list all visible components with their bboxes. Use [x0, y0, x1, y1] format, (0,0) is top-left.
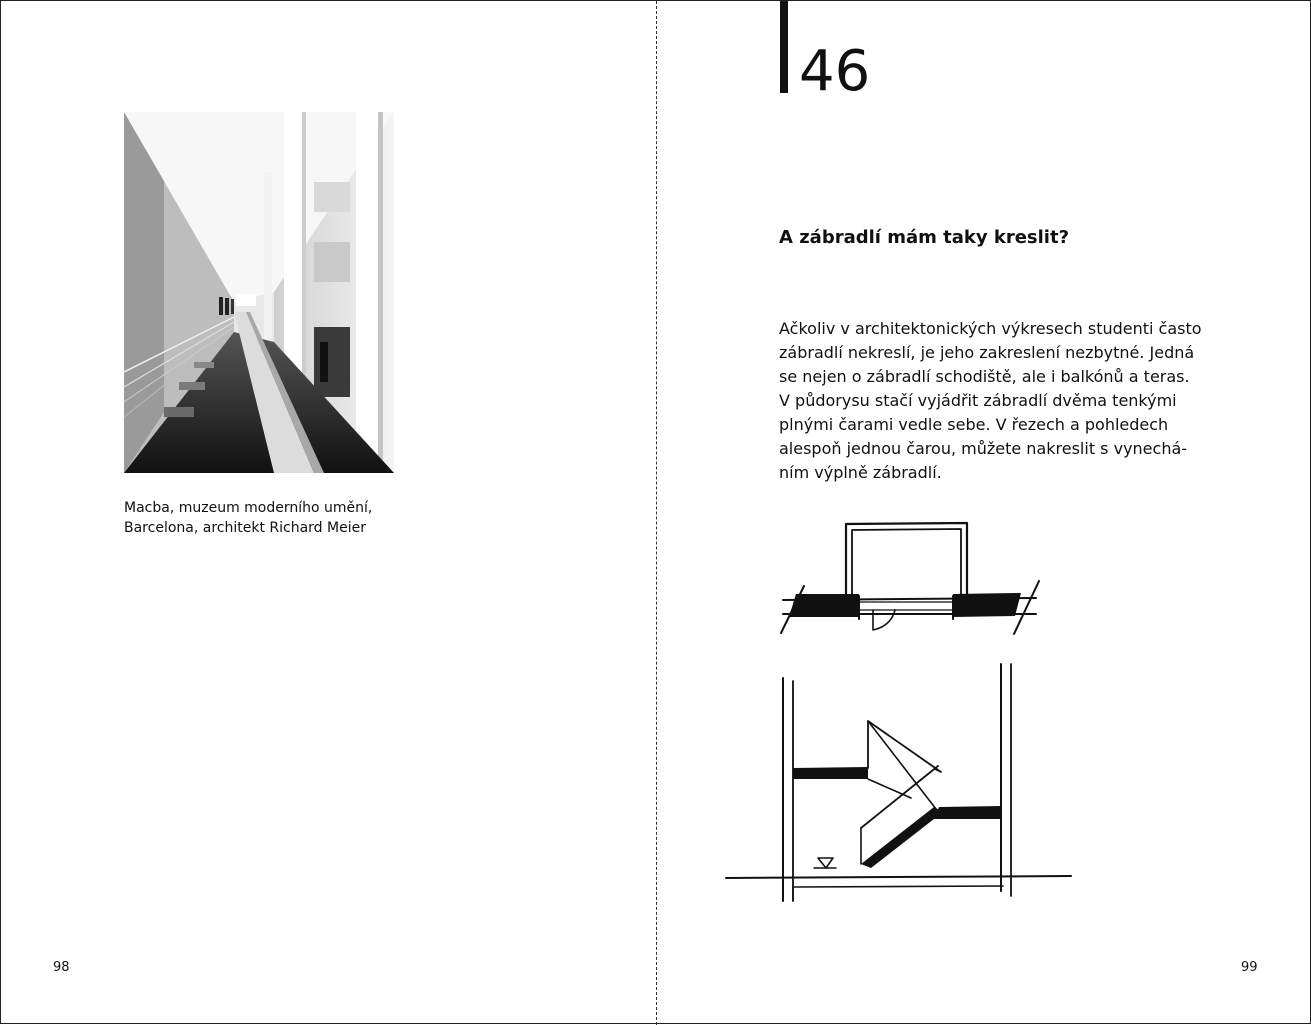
chapter-number: 46 — [799, 39, 871, 104]
body-line: zábradlí nekreslí, je jeho zakreslení nezbytné. Jedná — [779, 343, 1195, 362]
body-line: V půdorysu stačí vyjádřit zábradlí dvěma tenkými — [779, 391, 1177, 410]
corridor-photo — [124, 112, 394, 473]
page-number-left: 98 — [53, 960, 70, 975]
body-line: plnými čarami vedle sebe. V řezech a pohledech — [779, 415, 1169, 434]
body-line: se nejen o zábradlí schodiště, ale i balkónů a teras. — [779, 367, 1190, 386]
chapter-bar — [780, 1, 788, 93]
body-line: ním výplně zábradlí. — [779, 463, 942, 482]
railing-sketch — [721, 516, 1081, 906]
body-line: Ačkoliv v architektonických výkresech studenti často — [779, 319, 1202, 338]
body-line: alespoň jednou čarou, můžete nakreslit s vynechá- — [779, 439, 1188, 458]
caption-line: Barcelona, architekt Richard Meier — [124, 520, 366, 536]
body-paragraph — [779, 317, 1219, 485]
fold-line — [656, 1, 657, 1025]
photo-caption — [124, 498, 424, 538]
page-number-right: 99 — [1241, 960, 1258, 975]
section-heading: A zábradlí mám taky kreslit? — [779, 227, 1070, 248]
caption-line: Macba, muzeum moderního umění, — [124, 500, 373, 516]
